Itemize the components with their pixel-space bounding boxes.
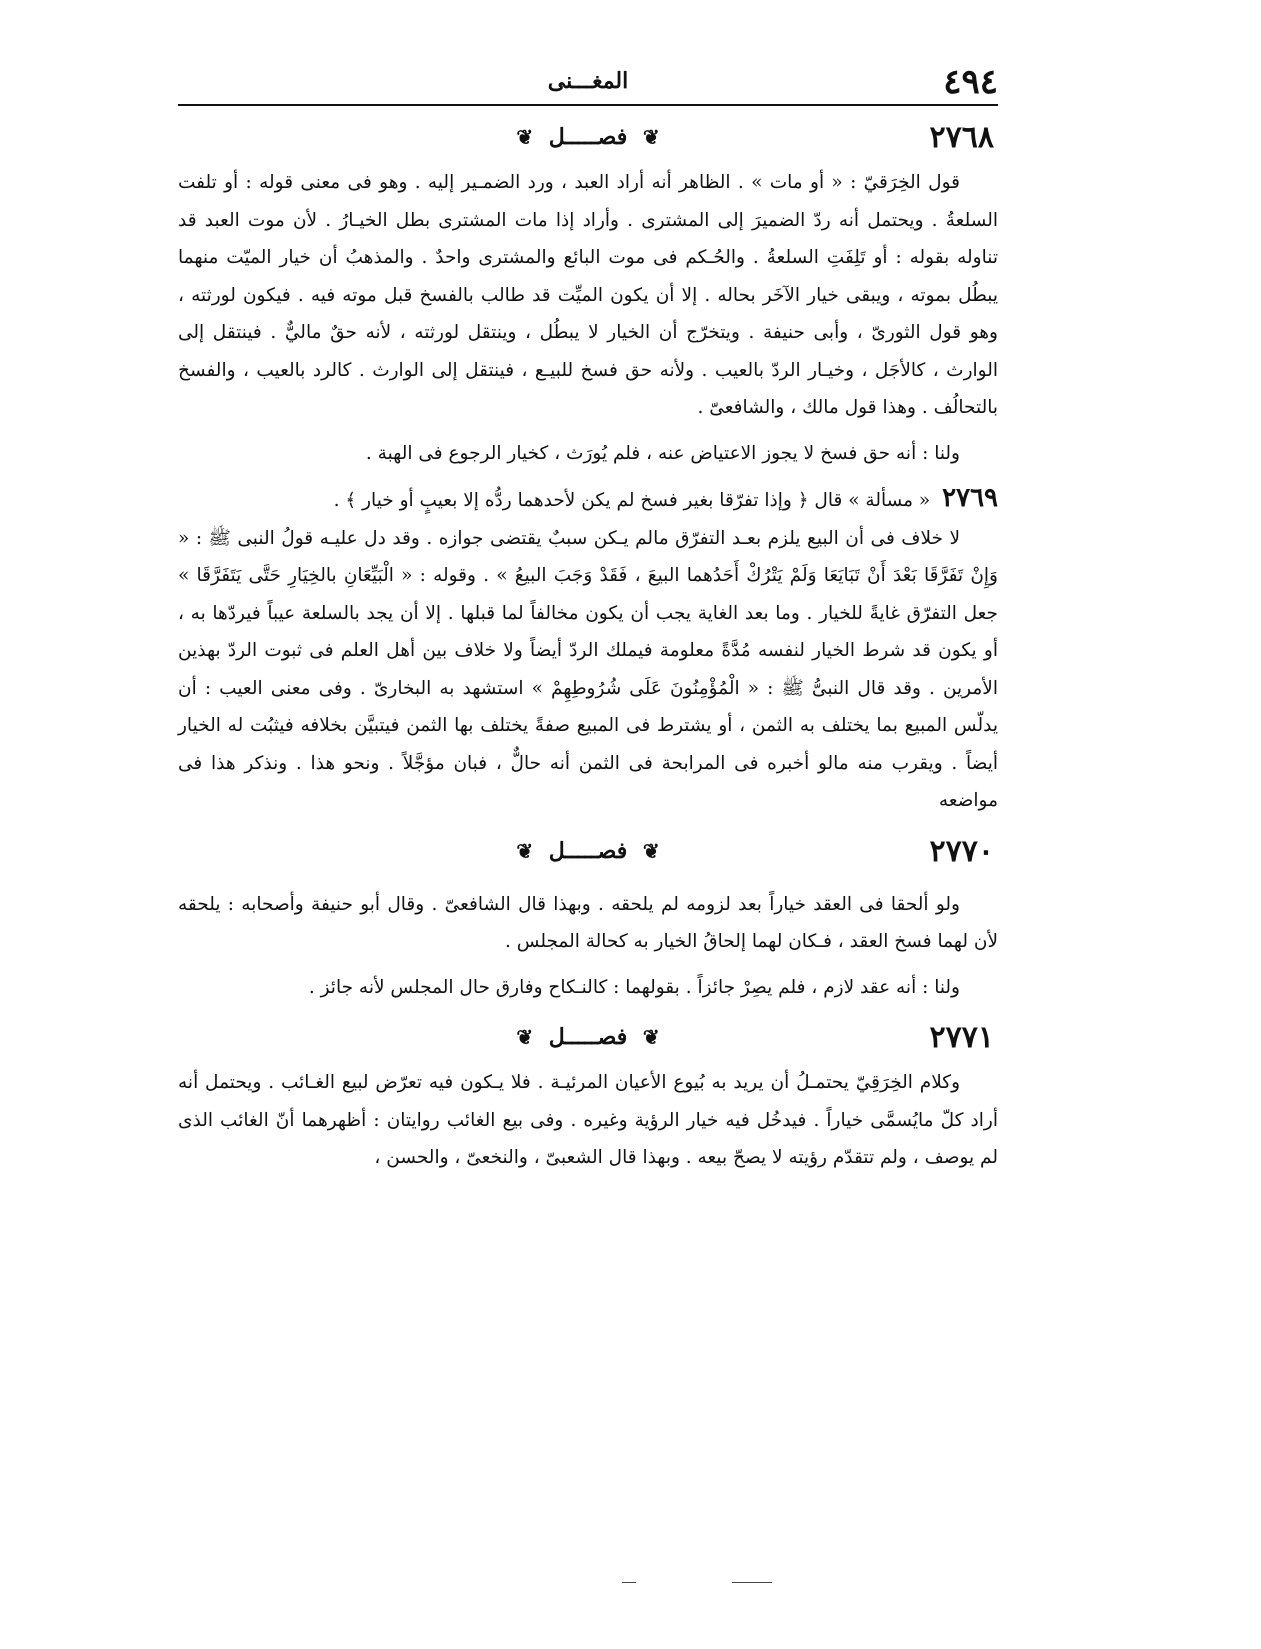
book-title: المغـــنى [547, 68, 629, 94]
paragraph: ولنا : أنه حق فسخ لا يجوز الاعتياض عنه ، فلم يُورَث ، كخيار الرجوع فى الهبة . [365, 442, 960, 464]
section-heading [178, 118, 998, 164]
masala-statement [178, 480, 998, 520]
arabesque-ornament-icon: ❦ [516, 125, 534, 149]
paragraph: ولنا : أنه عقد لازم ، فلم يصِرْ جائزاً . بقولهما : كالنـكاح وفارق حال المجلس لأنه جائز . [308, 976, 960, 998]
paragraph: ولو ألحقا فى العقد خياراً بعد لزومه لم يلحقه . وبهذا قال الشافعىّ . وقال أبو حنيفة وأصحابه : يلحقه لأن لهما فسخ العقد ، فـكان لهما إلحاقُ الخيار به كحالة المجلس . [178, 893, 998, 952]
arabesque-ornament-icon: ❦ [642, 125, 660, 149]
arabesque-ornament-icon: ❦ [642, 838, 660, 863]
section-heading [178, 1018, 998, 1064]
book-page [178, 60, 998, 1177]
section-number: ٢٧٦٨ [929, 120, 994, 155]
arabesque-ornament-icon: ❦ [516, 838, 534, 863]
footer-marks [622, 1582, 742, 1586]
running-head [178, 60, 998, 106]
masala-text: « مسألة » قال ﴿ وإذا تفرّقا بغير فسخ لم يكن لأحدهما ردُّه إلا بعيبٍ أو خيار ﴾ . [333, 490, 931, 511]
section-title-text: فصـــــل [548, 1024, 628, 1050]
section-title [178, 1024, 998, 1050]
section-title-text: فصـــــل [548, 124, 628, 150]
section-number: ٢٧٧١ [929, 1020, 994, 1055]
masala-number: ٢٧٦٩ [942, 483, 998, 513]
section-number: ٢٧٧٠ [929, 833, 994, 869]
paragraph: قول الخِرَقيّ : « أو مات » . الظاهر أنه أراد العبد ، ورد الضمـير إليه . وهو فى معنى قوله : أو تلفت السلعةُ . ويحتمل أنه ردّ الضميرَ إلى المشترى . وأراد إذا مات المشترى بطل الخيـارُ . لأن موت العبد قد تناوله بقوله : أو تَلِفَتِ السلعةُ . والحُـكم فى موت البائع والمشترى واحدٌ . والمذهبُ أن خيار الميّت منهما يبطُل بموته ، ويبقى خيار الآخَر بحاله . إلا أن يكون الميِّت قد طالب بالفسخ قبل موته فيه . فيكون لورثته ، وهو قول الثورىّ ، وأبى حنيفة . ويتخرّج أن الخيار لا يبطُل ، وينتقل لورثته ، لأنه حقٌ ماليٌّ . فينتقل إلى الوارث ، كالأجَل ، وخيـار الردّ بالعيب . ولأنه حق فسخ للبيـع ، فينتقل إلى الوارث . كالرد بالعيب ، والفسخ بالتحالُف . وهذا قول مالك ، والشافعىّ . [178, 172, 998, 418]
page-number: ٤٩٤ [943, 62, 998, 102]
paragraph: وكلام الخِرَقِيّ يحتمـلُ أن يريد به بُيوع الأعيان المرئيـة . فلا يـكون فيه تعرّض لبيع الغـائب . ويحتمل أنه أراد كلّ مايُسمَّى خياراً . فيدخُل فيه خيار الرؤية وغيره . وفى بيع الغائب روايتان : أظهرهما أنّ الغائب الذى لم يوصف ، ولم تتقدّم رؤيته لا يصحّ بيعه . وبهذا قال الشعبىّ ، والنخعىّ ، والحسن ، [178, 1072, 998, 1168]
section-title [178, 124, 998, 150]
section-heading [178, 832, 998, 878]
section-title-text: فصـــــل [548, 837, 628, 864]
paragraph: لا خلاف فى أن البيع يلزم بعـد التفرّق مالم يـكن سببٌ يقتضى جوازه . وقد دل عليـه قولُ النبى ﷺ : « وَإِنْ تَفَرَّقَا بَعْدَ أَنْ تَبَايَعَا وَلَمْ يَتْرُكْ أَحَدُهما البيعَ ، فَقَدْ وَجَبَ البيعُ » . وقوله : « الْبَيِّعَانِ بالخِيَارِ حَتَّى يَتَفَرَّقَا » جعل التفرّق غايةً للخيار . وما بعد الغاية يجب أن يكون مخالفاً لما قبلها . إلا أن يجد بالسلعة عيباً فيردّها به ، أو يكون قد شرط الخيار لنفسه مُدَّةً معلومة فيملك الردّ أيضاً ولا خلاف بين أهل العلم فى ثبوت الردّ بهذين الأمرين . وقد قال النبىُّ ﷺ : « الْمُؤْمِنُونَ عَلَى شُرُوطِهِمْ » استشهد به البخارىّ . وفى معنى العيب : أن يدلّس المبيع بما يختلف به الثمن ، أو يشترط فى المبيع صفةً يختلف بها الثمن فيتبيَّن بخلافه فيثبُت له الخيار أيضاً . ويقرب منه مالو أخبره فى المرابحة فى الثمن أنه حالٌّ ، فبان مؤجَّلاً . ونحو هذا . ونذكر هذا فى مواضعه [178, 527, 998, 811]
arabesque-ornament-icon: ❦ [516, 1025, 534, 1049]
arabesque-ornament-icon: ❦ [642, 1025, 660, 1049]
section-title [178, 838, 998, 864]
